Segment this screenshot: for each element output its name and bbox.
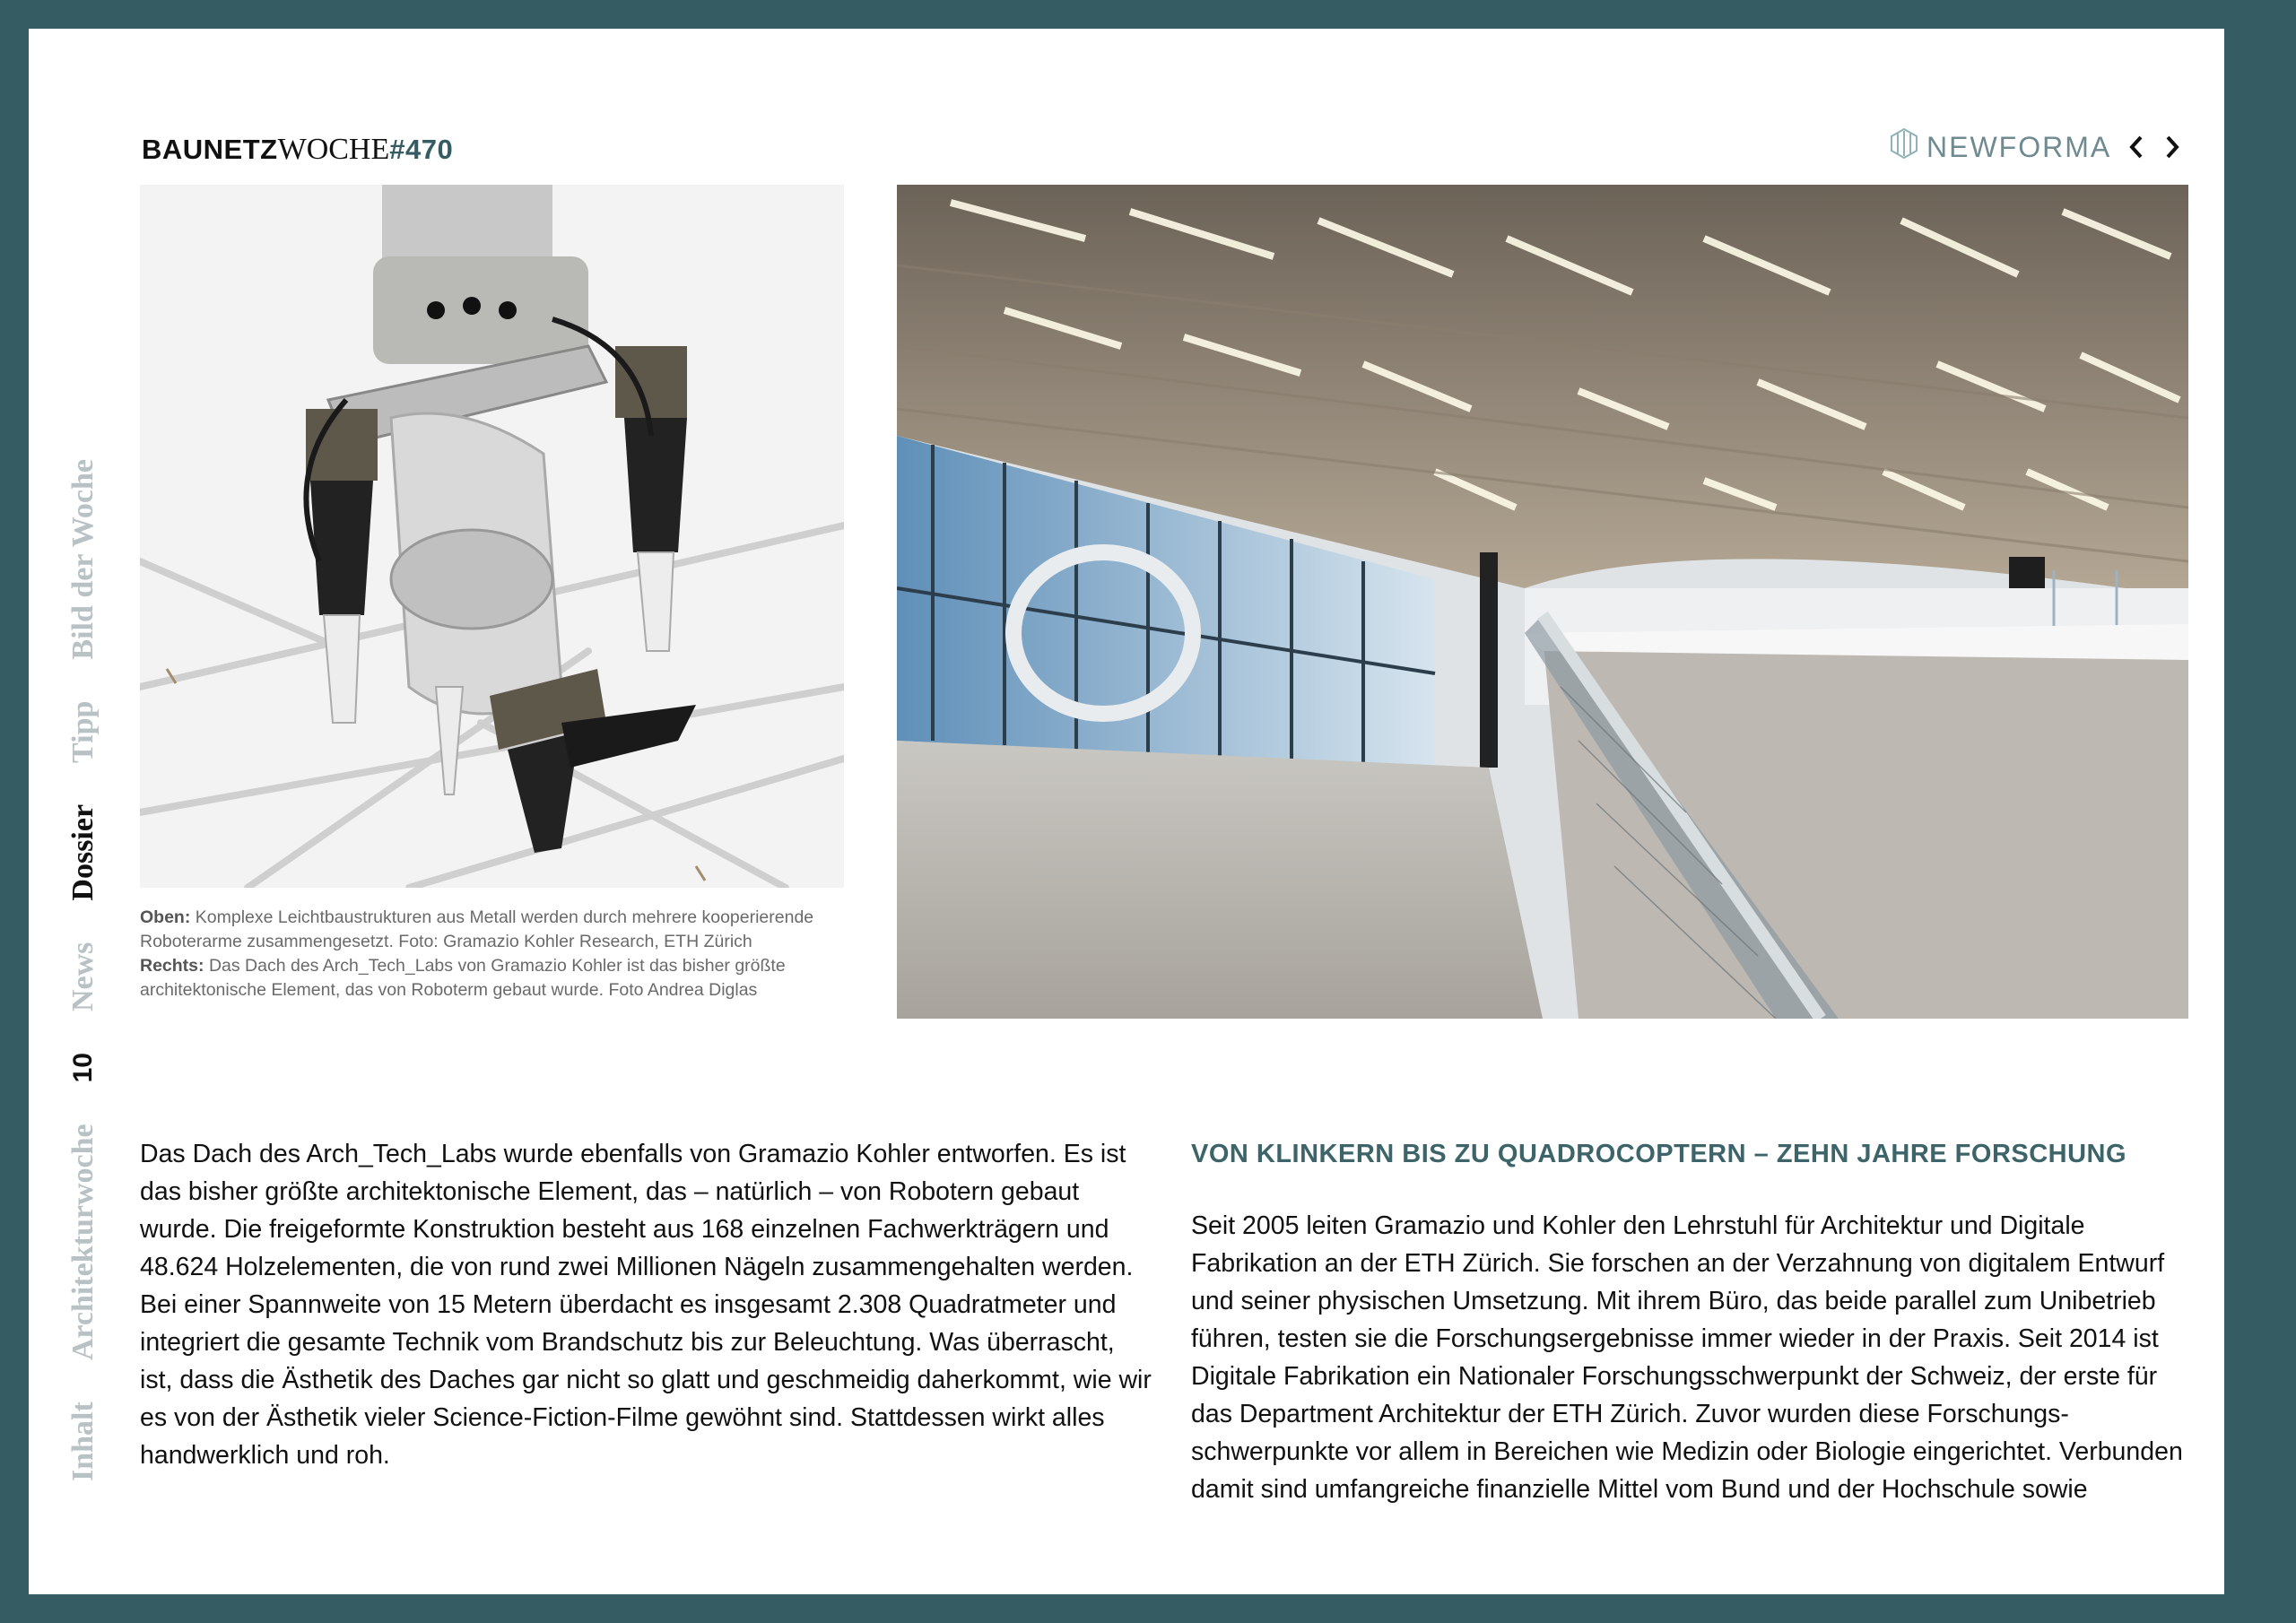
page-navigation bbox=[2127, 129, 2181, 165]
nav-tipp[interactable]: Tipp bbox=[66, 700, 100, 763]
robot-arm-photo bbox=[140, 185, 844, 888]
article-left-column: Das Dach des Arch_Tech_Labs wurde ebenfalls von Gramazio Kohler entworfen. Es ist das bisher größte architektonische Element, das – natürlich – von Robotern gebaut wurde. Die freigeformte Konstruktion besteht aus 168 einzelnen Fachwerkträgern und 48.624 Holzelementen, die von rund zwei Millionen Nägeln zusammengehalten werden. Bei einer Spannweite von 15 Metern überdacht es insgesamt 2.308 Quadratmeter und integriert die gesamte Technik vom Brandschutz bis zur Beleuchtung. Was überrascht, ist, dass die Ästhetik des Daches gar nicht so glatt und geschmeidig daherkommt, wie wir es von der Ästhetik vieler Science-Fiction-Filme gewöhnt sind. Stattdessen wirkt alles handwerklich und roh. bbox=[140, 1140, 1152, 1470]
arch-tech-lab-interior-photo bbox=[897, 185, 2188, 1019]
section-navigation bbox=[66, 369, 100, 1481]
article-right-column bbox=[1191, 1135, 2205, 1508]
nav-inhalt[interactable]: Inhalt bbox=[66, 1402, 100, 1481]
brand-part1: BAUNETZ bbox=[142, 134, 278, 165]
caption-top-text: Komplexe Leichtbaustrukturen aus Metall werden durch mehrere kooperierende Roboterarme zusammengesetzt. Foto: Gramazio Kohler Research, ETH Zürich bbox=[140, 907, 814, 951]
caption-right-text: Das Dach des Arch_Tech_Labs von Gramazio Kohler ist das bisher größte architektonische Element, das von Roboterm gebaut wurde. Foto Andrea Diglas bbox=[140, 956, 786, 1000]
sponsor-name: NEWFORMA bbox=[1926, 130, 2112, 163]
image-caption bbox=[140, 906, 857, 1002]
newforma-logo-icon bbox=[1891, 128, 1918, 166]
brand-part2: WOCHE bbox=[277, 133, 390, 166]
nav-architekturwoche[interactable]: Architekturwoche bbox=[66, 1124, 100, 1361]
issue-number: #470 bbox=[389, 134, 454, 165]
article-right-text: Seit 2005 leiten Gramazio und Kohler den Lehrstuhl für Architektur und Digitale Fabrikation an der ETH Zürich. Sie forschen an der Verzahnung von digitalem Entwurf und seiner physischen Umsetzung. Mit ihrem Büro, das beide parallel zum Unibetrieb führen, testen sie die Forschungsergebnisse immer wieder in der Praxis. Seit 2014 ist Digitale Fabrikation ein Nationaler Forschungsschwerpunkt der Schweiz, der erste für das Department Architektur der ETH Zürich. Zuvor wurden diese Forschungsschwerpunkte vor allem in Bereichen wie Medizin oder Biologie eingerichtet. Verbunden damit sind umfangreiche finanzielle Mittel vom Bund und der Hochschule sowie bbox=[1191, 1211, 2183, 1504]
page-number: 10 bbox=[68, 1053, 98, 1083]
nav-news[interactable]: News bbox=[66, 942, 100, 1012]
chevron-right-icon[interactable] bbox=[2163, 134, 2181, 161]
nav-bild-der-woche[interactable]: Bild der Woche bbox=[66, 459, 100, 660]
caption-top-label: Oben: bbox=[140, 907, 191, 927]
brand-logo[interactable] bbox=[142, 133, 453, 167]
chevron-left-icon[interactable] bbox=[2127, 134, 2145, 161]
caption-right-label: Rechts: bbox=[140, 956, 204, 976]
section-heading: VON KLINKERN BIS ZU QUADROCOPTERN – ZEHN JAHRE FORSCHUNG bbox=[1191, 1140, 2127, 1168]
nav-dossier[interactable]: Dossier bbox=[66, 803, 100, 901]
magazine-page bbox=[29, 29, 2224, 1594]
sponsor-logo[interactable] bbox=[1891, 129, 2111, 165]
